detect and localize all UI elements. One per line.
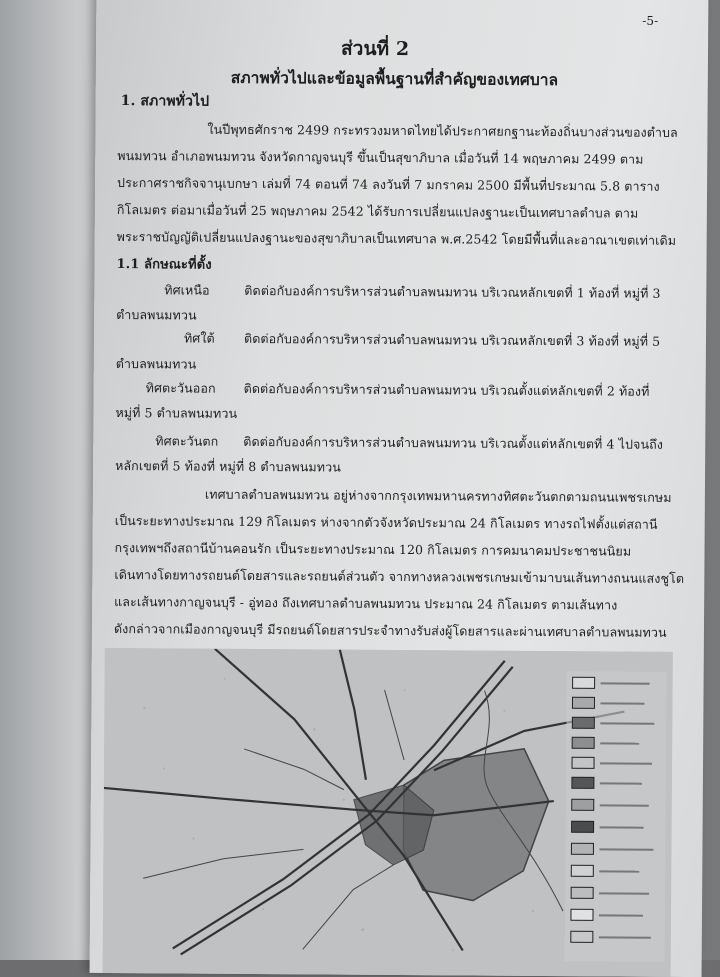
travel-line: เดินทางโดยทางรถยนต์โดยสารและรถยนต์ส่วนตัว จากทางหลวงเพชรเกษมเข้ามาบนเส้นทางถนนแสงชูโต: [114, 565, 684, 589]
municipality-map: [103, 648, 673, 977]
page-number: -5-: [642, 14, 658, 28]
boundary-text: ติดต่อกับองค์การบริหารส่วนตำบลพนมทวน บริเวณหลักเขตที่ 1 ท้องที่ หมู่ที่ 3: [244, 281, 660, 304]
intro-line: ประกาศราชกิจจานุเบกษา เล่มที่ 74 ตอนที่ 74 ลงวันที่ 7 มกราคม 2500 มีพื้นที่ประมาณ 5.8 ตาราง: [117, 173, 660, 197]
boundary-continuation: หมู่ที่ 5 ตำบลพนมทวน: [115, 403, 237, 424]
boundary-text: ติดต่อกับองค์การบริหารส่วนตำบลพนมทวน บริเวณหลักเขตที่ 3 ท้องที่ หมู่ที่ 5: [244, 329, 660, 352]
boundary-direction: ทิศตะวันตก: [155, 431, 218, 451]
travel-line: และเส้นทางกาญจนบุรี - อู่ทอง ถึงเทศบาลตำบลพนมทวน ประมาณ 24 กิโลเมตร ตามเส้นทาง: [114, 592, 617, 616]
travel-line: ดังกล่าวจากเมืองกาญจนบุรี มีรถยนต์โดยสารประจำทางรับส่งผู้โดยสารและผ่านเทศบาลตำบลพนมทวน: [114, 619, 667, 643]
intro-line: กิโลเมตร ต่อมาเมื่อวันที่ 25 พฤษภาคม 2542 ได้รับการเปลี่ยนแปลงฐานะเป็นเทศบาลตำบล ตาม: [117, 200, 639, 224]
boundary-continuation: ตำบลพนมทวน: [116, 305, 197, 326]
heading-general-conditions: 1. สภาพทั่วไป: [121, 90, 210, 113]
intro-line: ในปีพุทธศักราช 2499 กระทรวงมหาดไทยได้ประกาศยกฐานะท้องถิ่นบางส่วนของตำบล: [207, 120, 678, 143]
travel-line: เป็นระยะทางประมาณ 129 กิโลเมตร ห่างจากตัวจังหวัดประมาณ 24 กิโลเมตร ทางรถไฟตั้งแต่สถานี: [115, 511, 658, 535]
boundary-direction: ทิศตะวันออก: [146, 378, 216, 398]
intro-line: พนมทวน อำเภอพนมทวน จังหวัดกาญจนบุรี ขึ้นเป็นสุขาภิบาล เมื่อวันที่ 14 พฤษภาคม 2499 ตาม: [117, 146, 643, 170]
document-page: [90, 0, 709, 977]
map-legend: [565, 671, 667, 962]
map-drawing: [103, 648, 673, 977]
section-subtitle: สภาพทั่วไปและข้อมูลพื้นฐานที่สำคัญของเทศบาล: [231, 65, 559, 92]
intro-line: พระราชบัญญัติเปลี่ยนแปลงฐานะของสุขาภิบาลเป็นเทศบาล พ.ศ.2542 โดยมีพื้นที่และอาณาเขตเท่าเดิม: [117, 227, 677, 251]
boundary-text: ติดต่อกับองค์การบริหารส่วนตำบลพนมทวน บริเวณตั้งแต่หลักเขตที่ 2 ท้องที่: [244, 379, 650, 402]
boundary-continuation: ตำบลพนมทวน: [116, 354, 197, 375]
heading-location: 1.1 ลักษณะที่ตั้ง: [116, 253, 211, 275]
boundary-continuation: หลักเขตที่ 5 ท้องที่ หมู่ที่ 8 ตำบลพนมทวน: [115, 456, 341, 478]
travel-line: กรุงเทพฯถึงสถานีบ้านคอนรัก เป็นระยะทางประมาณ 120 กิโลเมตร การคมนาคมประชาชนนิยม: [114, 538, 631, 562]
boundary-direction: ทิศใต้: [184, 328, 215, 348]
boundary-text: ติดต่อกับองค์การบริหารส่วนตำบลพนมทวน บริเวณตั้งแต่หลักเขตที่ 4 ไปจนถึง: [243, 432, 663, 455]
boundary-direction: ทิศเหนือ: [164, 280, 209, 300]
section-title: ส่วนที่ 2: [341, 34, 409, 64]
travel-line: เทศบาลตำบลพนมทวน อยู่ห่างจากกรุงเทพมหานครทางทิศตะวันตกตามถนนเพชรเกษม: [205, 485, 672, 508]
